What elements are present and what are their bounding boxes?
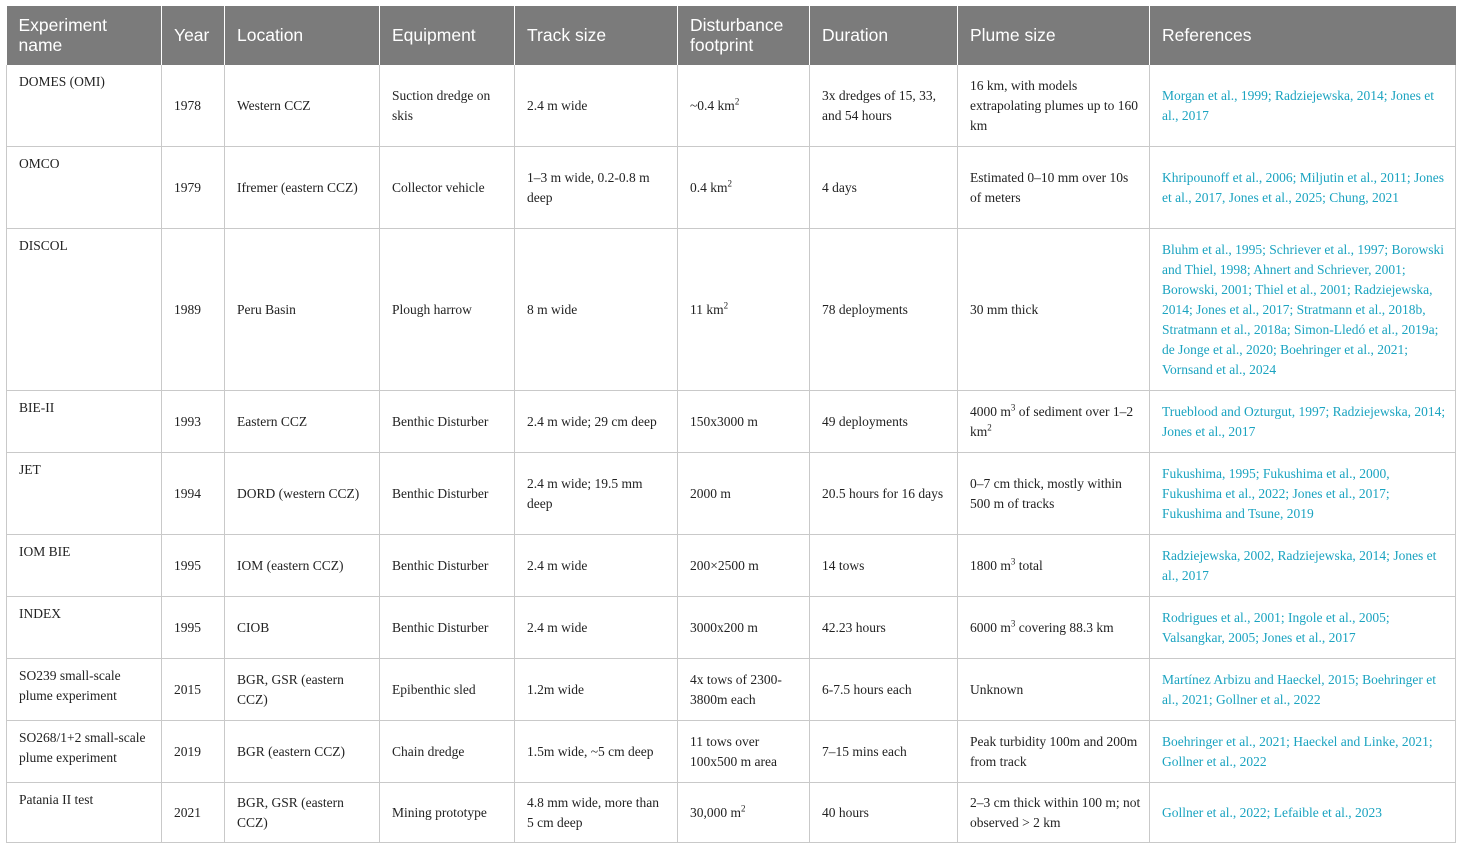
cell-footprint [678, 783, 810, 843]
cell-equipment: Epibenthic sled [380, 659, 515, 721]
header-duration: Duration [810, 6, 958, 65]
cell-year: 2015 [162, 659, 225, 721]
cell-track-size: 1.2m wide [515, 659, 678, 721]
cell-plume-size: 2–3 cm thick within 100 m; not observed > 2 km [958, 783, 1150, 843]
cell-year: 2019 [162, 721, 225, 783]
footprint-exponent: 2 [741, 803, 746, 813]
cell-location: DORD (western CCZ) [225, 453, 380, 535]
footprint-exponent: 2 [734, 96, 740, 106]
cell-location: Eastern CCZ [225, 391, 380, 453]
cell-location: IOM (eastern CCZ) [225, 535, 380, 597]
plume-exponent: 3 [1010, 618, 1016, 628]
cell-equipment: Benthic Disturber [380, 535, 515, 597]
table-row [7, 65, 1456, 147]
cell-duration: 20.5 hours for 16 days [810, 453, 958, 535]
footprint-value: 200×2500 m [690, 557, 759, 573]
cell-location: Peru Basin [225, 229, 380, 391]
footprint-value: 2000 m [690, 485, 731, 501]
cell-experiment-name: IOM BIE [7, 535, 162, 597]
footprint-value: ~0.4 km [690, 97, 735, 113]
plume-value-rest: of sediment over 1–2 km [970, 403, 1134, 439]
footprint-value: 4x tows of 2300-3800m each [690, 671, 782, 707]
header-disturbance-footprint: Disturbance footprint [678, 6, 810, 65]
table-row [7, 535, 1456, 597]
cell-duration: 78 deployments [810, 229, 958, 391]
header-row [7, 6, 1456, 65]
cell-track-size: 8 m wide [515, 229, 678, 391]
cell-track-size: 2.4 m wide; 29 cm deep [515, 391, 678, 453]
cell-location: BGR, GSR (eastern CCZ) [225, 659, 380, 721]
plume-exponent: 3 [1010, 556, 1016, 566]
cell-equipment: Collector vehicle [380, 147, 515, 229]
cell-equipment: Benthic Disturber [380, 453, 515, 535]
plume-exponent-2: 2 [987, 422, 992, 432]
footprint-value: 30,000 m [690, 804, 742, 820]
cell-duration: 3x dredges of 15, 33, and 54 hours [810, 65, 958, 147]
cell-references[interactable]: Martínez Arbizu and Haeckel, 2015; Boehringer et al., 2021; Gollner et al., 2022 [1150, 659, 1456, 721]
header-year: Year [162, 6, 225, 65]
experiments-table-container [6, 6, 1455, 843]
cell-equipment: Benthic Disturber [380, 597, 515, 659]
footprint-value: 0.4 km [690, 179, 728, 195]
table-row [7, 597, 1456, 659]
cell-references[interactable]: Gollner et al., 2022; Lefaible et al., 2023 [1150, 783, 1456, 843]
footprint-value: 150x3000 m [690, 413, 758, 429]
plume-exponent: 3 [1010, 402, 1016, 412]
cell-references[interactable]: Boehringer et al., 2021; Haeckel and Linke, 2021; Gollner et al., 2022 [1150, 721, 1456, 783]
cell-track-size: 1–3 m wide, 0.2-0.8 m deep [515, 147, 678, 229]
cell-plume-size: Estimated 0–10 mm over 10s of meters [958, 147, 1150, 229]
cell-year: 1978 [162, 65, 225, 147]
footprint-value: 11 km [690, 301, 724, 317]
cell-references[interactable]: Bluhm et al., 1995; Schriever et al., 1997; Borowski and Thiel, 1998; Ahnert and Schriever, 2001; Borowski, 2001; Thiel et al., 2001; Radziejewska, 2014; Jones et al., 2017; Stratmann et al., 2018b, Stratmann et al., 2018a; Simon-Lledó et al., 2019a; de Jonge et al., 2020; Boehringer et al., 2021; Vornsand et al., 2024 [1150, 229, 1456, 391]
cell-plume-size: Unknown [958, 659, 1150, 721]
cell-footprint [678, 535, 810, 597]
table-row [7, 229, 1456, 391]
header-location: Location [225, 6, 380, 65]
plume-value: 6000 m [970, 619, 1011, 635]
header-equipment: Equipment [380, 6, 515, 65]
cell-references[interactable]: Morgan et al., 1999; Radziejewska, 2014; Jones et al., 2017 [1150, 65, 1456, 147]
cell-year: 1994 [162, 453, 225, 535]
cell-footprint [678, 65, 810, 147]
header-plume-size: Plume size [958, 6, 1150, 65]
cell-duration: 40 hours [810, 783, 958, 843]
plume-value: 1800 m [970, 557, 1011, 573]
cell-plume-size: Peak turbidity 100m and 200m from track [958, 721, 1150, 783]
cell-duration: 14 tows [810, 535, 958, 597]
footprint-value: 3000x200 m [690, 619, 758, 635]
table-row [7, 783, 1456, 843]
cell-year: 2021 [162, 783, 225, 843]
cell-duration: 42.23 hours [810, 597, 958, 659]
cell-footprint [678, 453, 810, 535]
cell-footprint [678, 659, 810, 721]
cell-plume-size [958, 391, 1150, 453]
cell-plume-size: 30 mm thick [958, 229, 1150, 391]
cell-equipment: Mining prototype [380, 783, 515, 843]
cell-track-size: 1.5m wide, ~5 cm deep [515, 721, 678, 783]
table-row [7, 453, 1456, 535]
cell-experiment-name: SO239 small-scale plume experiment [7, 659, 162, 721]
cell-location: BGR, GSR (eastern CCZ) [225, 783, 380, 843]
cell-experiment-name: DOMES (OMI) [7, 65, 162, 147]
cell-references[interactable]: Trueblood and Ozturgut, 1997; Radziejewska, 2014; Jones et al., 2017 [1150, 391, 1456, 453]
cell-track-size: 2.4 m wide [515, 597, 678, 659]
plume-value-rest: covering 88.3 km [1015, 619, 1114, 635]
cell-location: Western CCZ [225, 65, 380, 147]
cell-plume-size: 16 km, with models extrapolating plumes up to 160 km [958, 65, 1150, 147]
cell-references[interactable]: Khripounoff et al., 2006; Miljutin et al., 2011; Jones et al., 2017, Jones et al., 2025; Chung, 2021 [1150, 147, 1456, 229]
cell-references[interactable]: Rodrigues et al., 2001; Ingole et al., 2005; Valsangkar, 2005; Jones et al., 2017 [1150, 597, 1456, 659]
cell-equipment: Benthic Disturber [380, 391, 515, 453]
cell-experiment-name: SO268/1+2 small-scale plume experiment [7, 721, 162, 783]
cell-location: CIOB [225, 597, 380, 659]
table-row [7, 147, 1456, 229]
cell-equipment: Chain dredge [380, 721, 515, 783]
cell-plume-size [958, 535, 1150, 597]
header-references: References [1150, 6, 1456, 65]
cell-year: 1995 [162, 535, 225, 597]
cell-experiment-name: BIE-II [7, 391, 162, 453]
cell-year: 1979 [162, 147, 225, 229]
cell-plume-size [958, 597, 1150, 659]
cell-duration: 4 days [810, 147, 958, 229]
header-experiment-name: Experiment name [7, 6, 162, 65]
cell-footprint [678, 147, 810, 229]
cell-track-size: 4.8 mm wide, more than 5 cm deep [515, 783, 678, 843]
footprint-exponent: 2 [727, 178, 733, 188]
cell-experiment-name: DISCOL [7, 229, 162, 391]
cell-experiment-name: JET [7, 453, 162, 535]
cell-duration: 49 deployments [810, 391, 958, 453]
cell-equipment: Suction dredge on skis [380, 65, 515, 147]
cell-track-size: 2.4 m wide [515, 65, 678, 147]
cell-footprint [678, 597, 810, 659]
table-row [7, 659, 1456, 721]
plume-value-rest: total [1015, 557, 1043, 573]
cell-track-size: 2.4 m wide [515, 535, 678, 597]
cell-equipment: Plough harrow [380, 229, 515, 391]
cell-footprint [678, 721, 810, 783]
table-row [7, 721, 1456, 783]
cell-track-size: 2.4 m wide; 19.5 mm deep [515, 453, 678, 535]
cell-references[interactable]: Fukushima, 1995; Fukushima et al., 2000, Fukushima et al., 2022; Jones et al., 2017; Fukushima and Tsune, 2019 [1150, 453, 1456, 535]
footprint-exponent: 2 [723, 300, 729, 310]
cell-footprint [678, 391, 810, 453]
cell-experiment-name: Patania II test [7, 783, 162, 843]
footprint-value: 11 tows over 100x500 m area [690, 733, 777, 769]
cell-location: BGR (eastern CCZ) [225, 721, 380, 783]
cell-footprint [678, 229, 810, 391]
plume-value: 4000 m [970, 403, 1011, 419]
cell-experiment-name: OMCO [7, 147, 162, 229]
header-track-size: Track size [515, 6, 678, 65]
cell-location: Ifremer (eastern CCZ) [225, 147, 380, 229]
table-row [7, 391, 1456, 453]
cell-duration: 7–15 mins each [810, 721, 958, 783]
cell-year: 1995 [162, 597, 225, 659]
cell-year: 1993 [162, 391, 225, 453]
cell-duration: 6-7.5 hours each [810, 659, 958, 721]
cell-references[interactable]: Radziejewska, 2002, Radziejewska, 2014; Jones et al., 2017 [1150, 535, 1456, 597]
cell-experiment-name: INDEX [7, 597, 162, 659]
experiments-table [6, 6, 1456, 843]
cell-year: 1989 [162, 229, 225, 391]
cell-plume-size: 0–7 cm thick, mostly within 500 m of tracks [958, 453, 1150, 535]
